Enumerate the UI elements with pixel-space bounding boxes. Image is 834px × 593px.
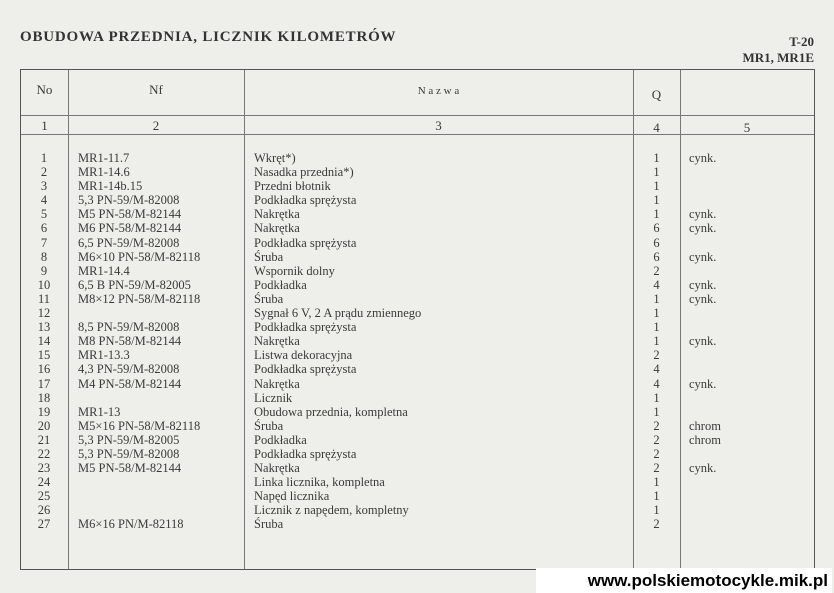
column-number: 2 [152, 118, 160, 133]
row-number: 25 [37, 489, 51, 504]
table-row [21, 278, 814, 292]
quantity: 1 [653, 291, 660, 306]
part-name: Nakrętka [254, 376, 300, 391]
model-codes: MR1, MR1E [742, 50, 814, 65]
row-number: 24 [37, 475, 51, 490]
part-number: M6×10 PN-58/M-82118 [78, 249, 201, 264]
part-number: M4 PN-58/M-82144 [78, 376, 182, 391]
page-code [743, 34, 815, 66]
part-number: M6 PN-58/M-82144 [78, 221, 182, 236]
quantity: 1 [653, 404, 660, 419]
table-row [21, 151, 814, 165]
table-row [21, 391, 814, 405]
row-number: 6 [40, 221, 48, 236]
part-name: Śruba [254, 418, 284, 433]
part-name: Nasadka przednia*) [254, 165, 354, 180]
header-name: N a z w a [417, 85, 460, 97]
part-name: Obudowa przednia, kompletna [254, 404, 408, 419]
table-row [21, 517, 814, 531]
row-number: 10 [37, 277, 51, 292]
table-row [21, 419, 814, 433]
header-nf: Nf [149, 82, 163, 97]
row-number: 7 [40, 235, 48, 250]
part-number: MR1-14.6 [78, 165, 130, 180]
table-row [21, 348, 814, 362]
parts-table [20, 69, 815, 570]
quantity: 6 [653, 249, 660, 264]
part-number: 5,3 PN-59/M-82008 [78, 446, 180, 461]
table-row [21, 250, 814, 264]
row-number: 22 [37, 446, 51, 461]
table-row [21, 165, 814, 179]
part-name: Śruba [254, 291, 284, 306]
table-row [21, 489, 814, 503]
column-number: 5 [743, 120, 751, 135]
row-number: 3 [40, 179, 48, 194]
quantity: 1 [653, 306, 660, 321]
column-number: 3 [435, 118, 442, 133]
row-number: 13 [37, 320, 51, 335]
row-number: 18 [37, 390, 51, 405]
part-number: 5,3 PN-59/M-82008 [78, 193, 180, 208]
table-row [21, 433, 814, 447]
part-name: Podkładka [254, 277, 307, 292]
row-number: 17 [37, 376, 51, 391]
remarks: cynk. [689, 461, 717, 476]
part-number: MR1-11.7 [78, 151, 130, 165]
part-number: 4,3 PN-59/M-82008 [78, 362, 180, 377]
quantity: 2 [653, 418, 660, 433]
quantity: 1 [653, 151, 660, 165]
quantity: 1 [653, 320, 660, 335]
part-number: MR1-14.4 [78, 263, 130, 278]
part-name: Śruba [254, 517, 284, 532]
part-number: MR1-13 [78, 404, 121, 419]
part-name: Linka licznika, kompletna [254, 475, 385, 490]
remarks: cynk. [689, 277, 717, 292]
table-row [21, 179, 814, 193]
quantity: 2 [653, 263, 660, 278]
quantity: 4 [653, 277, 660, 292]
part-name: Podkładka sprężysta [254, 193, 357, 208]
quantity: 2 [653, 461, 660, 476]
table-row [21, 221, 814, 235]
table-row [21, 405, 814, 419]
table-row [21, 193, 814, 207]
part-name: Wspornik dolny [254, 263, 335, 278]
part-number: 6,5 PN-59/M-82008 [78, 235, 180, 250]
table-row [21, 461, 814, 475]
part-number: 6,5 B PN-59/M-82005 [78, 277, 191, 292]
part-number: MR1-13.3 [78, 348, 130, 363]
quantity: 6 [653, 235, 660, 250]
header-no: No [36, 82, 53, 97]
table-row [21, 292, 814, 306]
quantity: 1 [653, 489, 660, 504]
table-row [21, 377, 814, 391]
part-number: M8 PN-58/M-82144 [78, 334, 182, 349]
quantity: 4 [653, 362, 660, 377]
remarks: cynk. [689, 207, 717, 222]
part-name: Napęd licznika [254, 489, 330, 504]
table-row [21, 503, 814, 517]
part-name: Nakrętka [254, 221, 300, 236]
part-number: M5×16 PN-58/M-82118 [78, 418, 201, 433]
remarks: cynk. [689, 291, 717, 306]
quantity: 4 [653, 376, 660, 391]
column-number: 4 [653, 120, 660, 135]
part-number: M5 PN-58/M-82144 [78, 461, 182, 476]
quantity: 1 [653, 475, 660, 490]
part-name: Podkładka sprężysta [254, 320, 357, 335]
header-divider [21, 115, 814, 116]
part-name: Śruba [254, 249, 284, 264]
part-number: M6×16 PN/M-82118 [78, 517, 184, 532]
part-name: Nakrętka [254, 207, 300, 222]
table-code: T-20 [789, 34, 814, 49]
part-number: 5,3 PN-59/M-82005 [78, 432, 180, 447]
part-name: Licznik z napędem, kompletny [254, 503, 409, 518]
part-name: Wkręt*) [254, 151, 296, 165]
part-number: M8×12 PN-58/M-82118 [78, 291, 201, 306]
row-number: 9 [40, 263, 48, 278]
row-number: 16 [37, 362, 51, 377]
column-number: 1 [41, 118, 48, 133]
quantity: 1 [653, 193, 660, 208]
header-q: Q [651, 87, 662, 102]
table-row [21, 236, 814, 250]
row-number: 11 [37, 291, 51, 306]
remarks: cynk. [689, 249, 717, 264]
remarks: chrom [689, 418, 721, 433]
part-number: MR1-14b.15 [78, 179, 143, 194]
quantity: 1 [653, 165, 660, 180]
row-number: 23 [37, 461, 51, 476]
table-row [21, 207, 814, 221]
part-name: Podkładka sprężysta [254, 446, 357, 461]
quantity: 2 [653, 446, 660, 461]
row-number: 5 [40, 207, 48, 222]
part-name: Nakrętka [254, 334, 300, 349]
row-number: 4 [40, 193, 48, 208]
row-number: 19 [37, 404, 51, 419]
table-body [21, 151, 814, 532]
table-row [21, 475, 814, 489]
row-number: 27 [37, 517, 51, 532]
table-row [21, 334, 814, 348]
part-number: M5 PN-58/M-82144 [78, 207, 182, 222]
part-name: Nakrętka [254, 461, 300, 476]
part-name: Podkładka [254, 432, 307, 447]
part-name: Sygnał 6 V, 2 A prądu zmiennego [254, 306, 422, 321]
row-number: 2 [40, 165, 48, 180]
quantity: 1 [653, 334, 660, 349]
row-number: 21 [37, 432, 51, 447]
remarks: cynk. [689, 376, 717, 391]
quantity: 1 [653, 207, 660, 222]
row-number: 15 [37, 348, 51, 363]
page-title: OBUDOWA PRZEDNIA, LICZNIK KILOMETRÓW [20, 29, 397, 45]
table-row [21, 264, 814, 278]
quantity: 1 [653, 179, 660, 194]
table-row [21, 447, 814, 461]
remarks: cynk. [689, 221, 717, 236]
part-name: Podkładka sprężysta [254, 235, 357, 250]
row-number: 26 [37, 503, 51, 518]
row-number: 14 [37, 334, 51, 349]
website-watermark[interactable]: www.polskiemotocykle.mik.pl [536, 568, 832, 593]
part-name: Podkładka sprężysta [254, 362, 357, 377]
remarks: cynk. [689, 151, 717, 165]
quantity: 2 [653, 432, 660, 447]
row-number: 12 [37, 306, 51, 321]
row-number: 1 [40, 151, 48, 165]
part-name: Licznik [254, 390, 293, 405]
quantity: 1 [653, 390, 660, 405]
remarks: cynk. [689, 334, 717, 349]
quantity: 2 [653, 517, 660, 532]
remarks: chrom [689, 432, 721, 447]
table-row [21, 362, 814, 376]
part-number: 8,5 PN-59/M-82008 [78, 320, 180, 335]
part-name: Przedni błotnik [254, 179, 331, 194]
quantity: 6 [653, 221, 660, 236]
table-row [21, 306, 814, 320]
quantity: 2 [653, 348, 660, 363]
quantity: 1 [653, 503, 660, 518]
table-row [21, 320, 814, 334]
row-number: 20 [37, 418, 51, 433]
row-number: 8 [40, 249, 48, 264]
part-name: Listwa dekoracyjna [254, 348, 353, 363]
